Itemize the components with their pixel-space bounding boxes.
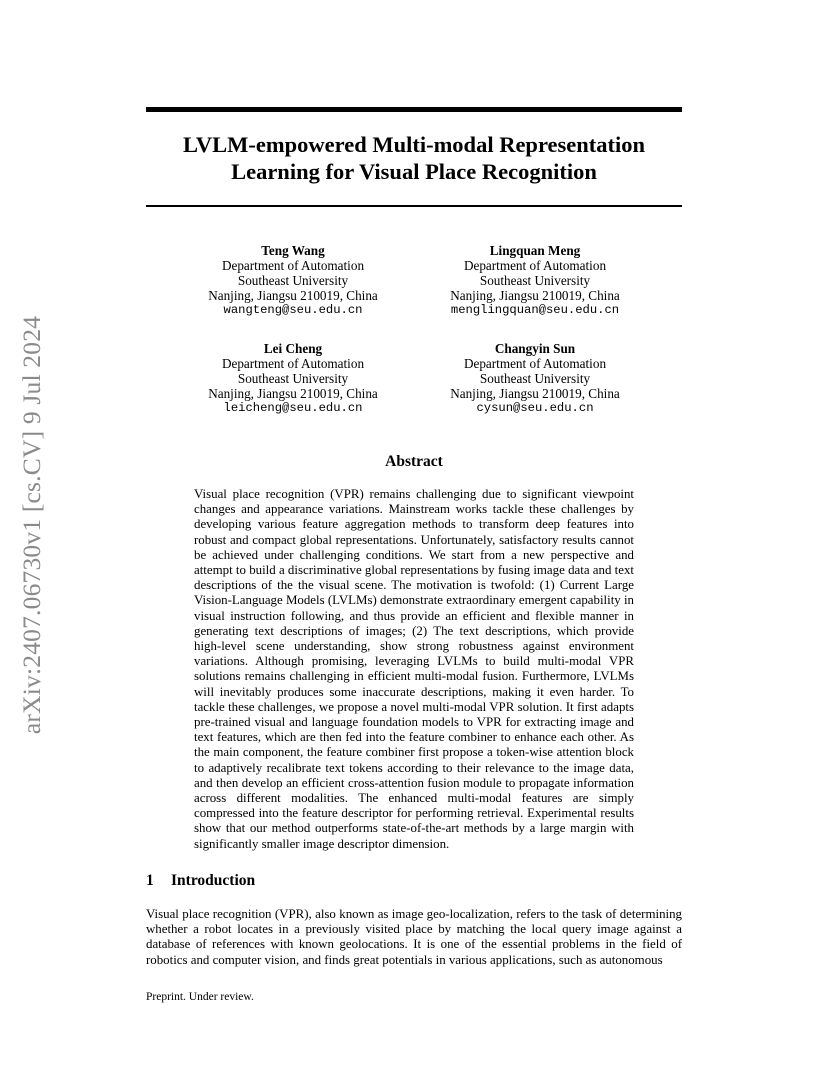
arxiv-stamp-text: arXiv:2407.06730v1 [cs.CV] 9 Jul 2024 [17,315,46,735]
author-email: wangteng@seu.edu.cn [223,303,363,317]
paper-title-line-1: LVLM-empowered Multi-modal Representation [182,132,646,157]
preprint-footnote: Preprint. Under review. [146,991,254,1003]
author-name: Changyin Sun [494,341,576,356]
author-address: Nanjing, Jiangsu 210019, China [208,386,378,401]
author-university: Southeast University [237,371,349,386]
title-top-rule [146,107,682,112]
author-block-1 [163,243,423,318]
author-university: Southeast University [479,273,591,288]
author-name: Lingquan Meng [489,243,581,258]
author-block-2 [405,243,665,318]
author-name: Teng Wang [261,243,325,258]
author-university: Southeast University [237,273,349,288]
introduction-text: Visual place recognition (VPR), also known as image geo-localization, refers to the task of determining whether a robot locates in a previously visited place by matching the local query image against a database of references with known geolocations. It is one of the essential problems in the field of robotics and computer vision, and finds great potentials in various applications, such as autonomous [146,907,682,967]
arxiv-stamp [12,300,52,750]
paper-title-line-2: Learning for Visual Place Recognition [231,159,597,184]
author-address: Nanjing, Jiangsu 210019, China [450,288,620,303]
section-title: Introduction [171,872,256,889]
author-name: Lei Cheng [263,341,323,356]
abstract-heading: Abstract [385,453,443,470]
abstract-text: Visual place recognition (VPR) remains challenging due to significant viewpoint changes and appearance variations. Mainstream works tackle these challenges by developing various feature aggregation methods to transform deep features into robust and compact global representations. Unfortunately, satisfactory results cannot be achieved under challenging conditions. We start from a new perspective and attempt to build a discriminative global representations by fusing image data and text descriptions of the the visual scene. The motivation is twofold: (1) Current Large Vision-Language Models (LVLMs) demonstrate extraordinary emergent capability in visual instruction following, and thus provide an efficient and flexible manner in generating text descriptions of images; (2) The text descriptions, which provide high-level scene understanding, show strong robustness against environment variations. Although promising, leveraging LVLMs to build multi-modal VPR solutions remains challenging in efficient multi-modal fusion. Furthermore, LVLMs will inevitably produces some inaccurate descriptions, making it even harder. To tackle these challenges, we propose a novel multi-modal VPR solution. It first adapts pre-trained visual and language foundation models to VPR for extracting image and text features, which are then fed into the feature combiner to enhance each other. As the main component, the feature combiner first propose a token-wise attention block to adaptively recalibrate text tokens according to their relevance to the image data, and then develop an efficient cross-attention fusion module to propagate information across different modalities. The enhanced multi-modal features are simply compressed into the feature descriptor for performing retrieval. Experimental results show that our method outperforms state-of-the-art methods by a large margin with significantly smaller image descriptor dimension. [194,487,634,851]
author-department: Department of Automation [463,258,607,273]
author-block-3 [163,341,423,416]
author-department: Department of Automation [221,356,365,371]
author-email: cysun@seu.edu.cn [476,401,594,415]
author-university: Southeast University [479,371,591,386]
title-bottom-rule [146,205,682,207]
author-email: menglingquan@seu.edu.cn [450,303,620,317]
section-heading-introduction [146,872,255,890]
author-department: Department of Automation [221,258,365,273]
author-address: Nanjing, Jiangsu 210019, China [450,386,620,401]
author-email: leicheng@seu.edu.cn [223,401,363,415]
section-number: 1 [146,872,154,889]
author-address: Nanjing, Jiangsu 210019, China [208,288,378,303]
author-department: Department of Automation [463,356,607,371]
paper-title [146,131,682,185]
author-block-4 [405,341,665,416]
